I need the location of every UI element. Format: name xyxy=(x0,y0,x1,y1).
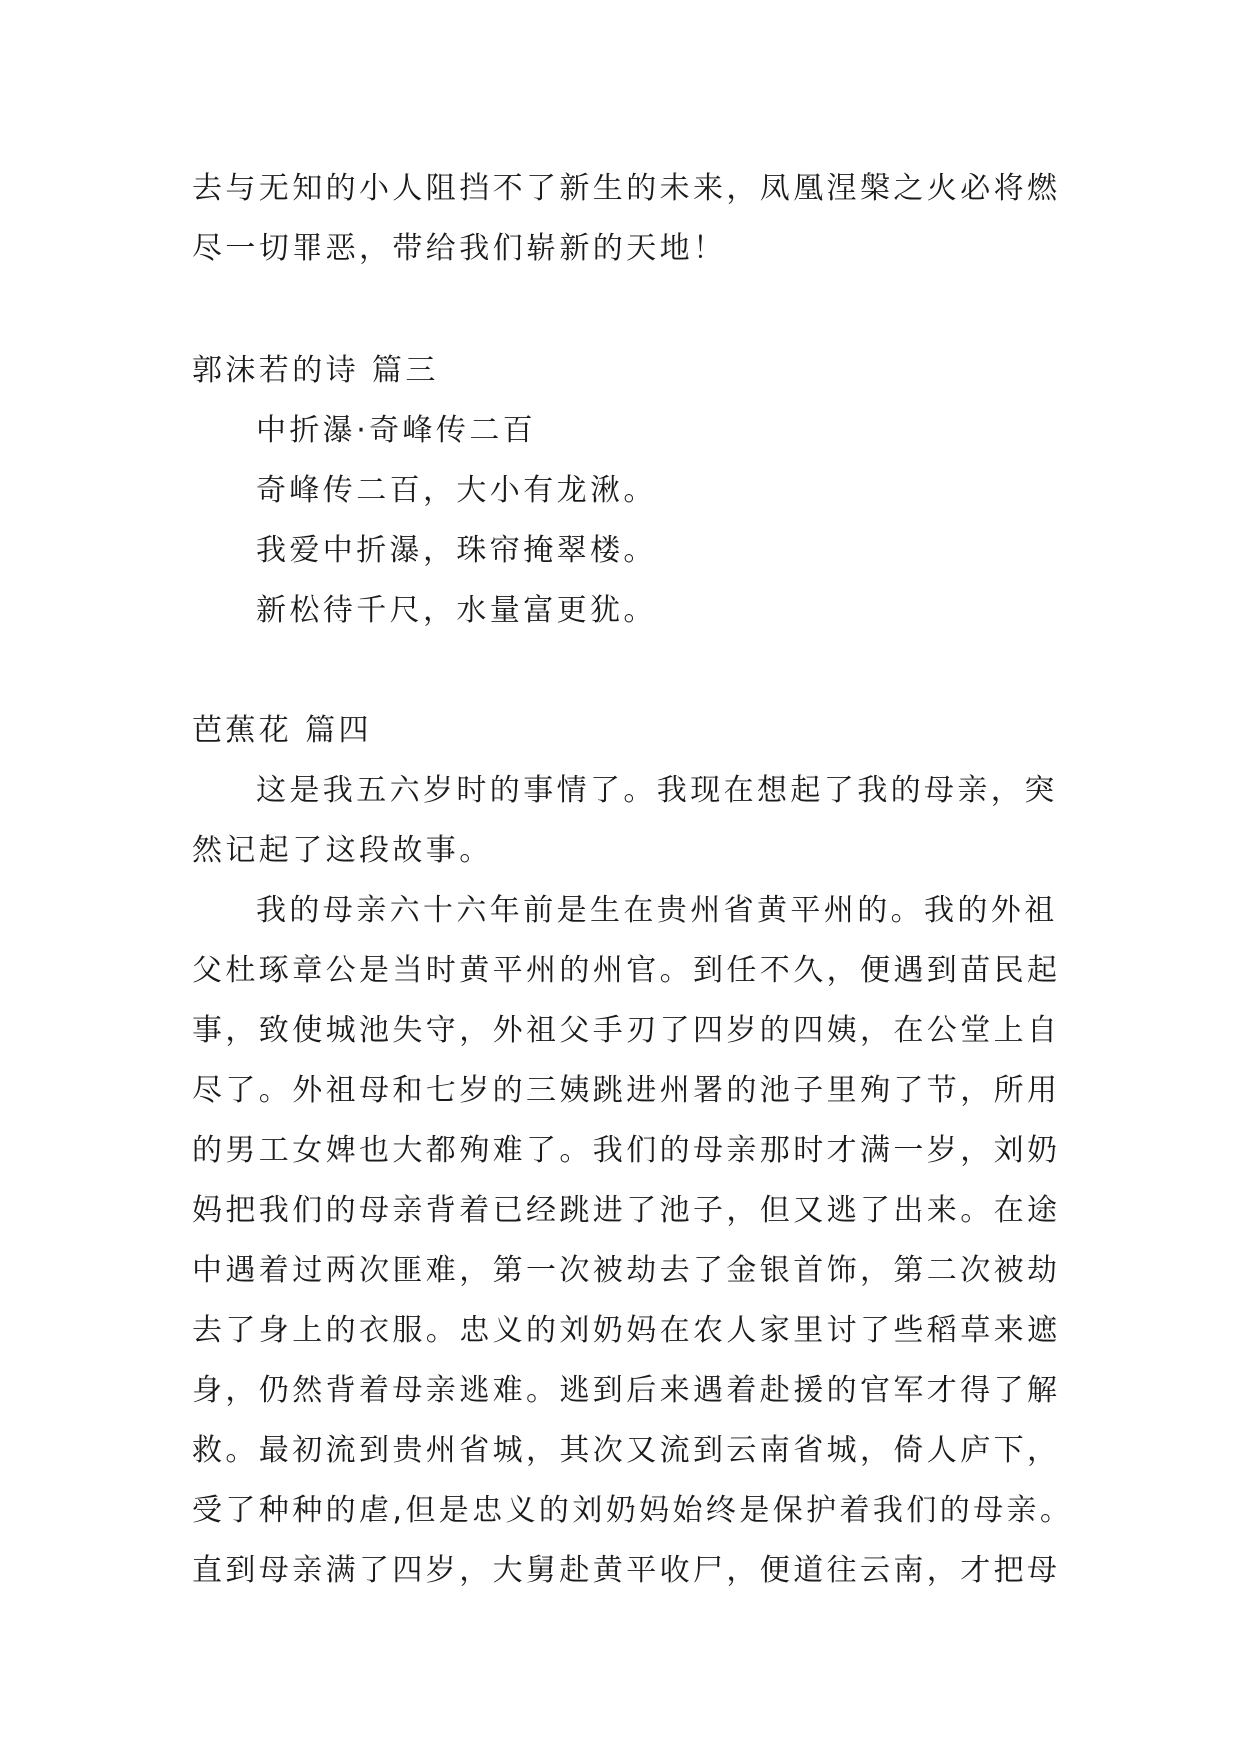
poem-line: 我爱中折瀑，珠帘掩翠楼。 xyxy=(256,533,657,568)
paragraph-line: 身，仍然背着母亲逃难。逃到后来遇着赴援的官军才得了解 xyxy=(192,1373,1061,1408)
paragraph-line: 然记起了这段故事。 xyxy=(192,833,493,868)
paragraph-line: 去与无知的小人阻挡不了新生的未来，凤凰涅槃之火必将燃 xyxy=(192,171,1061,206)
paragraph-line: 去了身上的衣服。忠义的刘奶妈在农人家里讨了些稻草来遮 xyxy=(192,1313,1061,1348)
section-title: 芭蕉花 篇四 xyxy=(192,713,372,748)
paragraph-line: 这是我五六岁时的事情了。我现在想起了我的母亲，突 xyxy=(256,773,1058,808)
paragraph-line: 尽了。外祖母和七岁的三姨跳进州署的池子里殉了节，所用 xyxy=(192,1073,1061,1108)
paragraph-line: 的男工女婢也大都殉难了。我们的母亲那时才满一岁，刘奶 xyxy=(192,1133,1061,1168)
paragraph-line: 我的母亲六十六年前是生在贵州省黄平州的。我的外祖 xyxy=(256,893,1058,928)
paragraph-line: 受了种种的虐,但是忠义的刘奶妈始终是保护着我们的母亲。 xyxy=(192,1493,1074,1528)
paragraph-line: 事，致使城池失守，外祖父手刃了四岁的四姨，在公堂上自 xyxy=(192,1013,1061,1048)
poem-line: 新松待千尺，水量富更犹。 xyxy=(256,593,657,628)
section-title: 郭沫若的诗 篇三 xyxy=(192,353,439,388)
paragraph-line: 妈把我们的母亲背着已经跳进了池子，但又逃了出来。在途 xyxy=(192,1193,1061,1228)
paragraph-line: 中遇着过两次匪难，第一次被劫去了金银首饰，第二次被劫 xyxy=(192,1253,1061,1288)
paragraph-line: 直到母亲满了四岁，大舅赴黄平收尸，便道往云南，才把母 xyxy=(192,1553,1061,1588)
paragraph-line: 救。最初流到贵州省城，其次又流到云南省城，倚人庐下， xyxy=(192,1433,1061,1468)
paragraph-line: 尽一切罪恶，带给我们崭新的天地！ xyxy=(192,231,727,266)
poem-title: 中折瀑·奇峰传二百 xyxy=(256,413,537,448)
paragraph-line: 父杜琢章公是当时黄平州的州官。到任不久，便遇到苗民起 xyxy=(192,953,1061,988)
poem-line: 奇峰传二百，大小有龙湫。 xyxy=(256,473,657,508)
